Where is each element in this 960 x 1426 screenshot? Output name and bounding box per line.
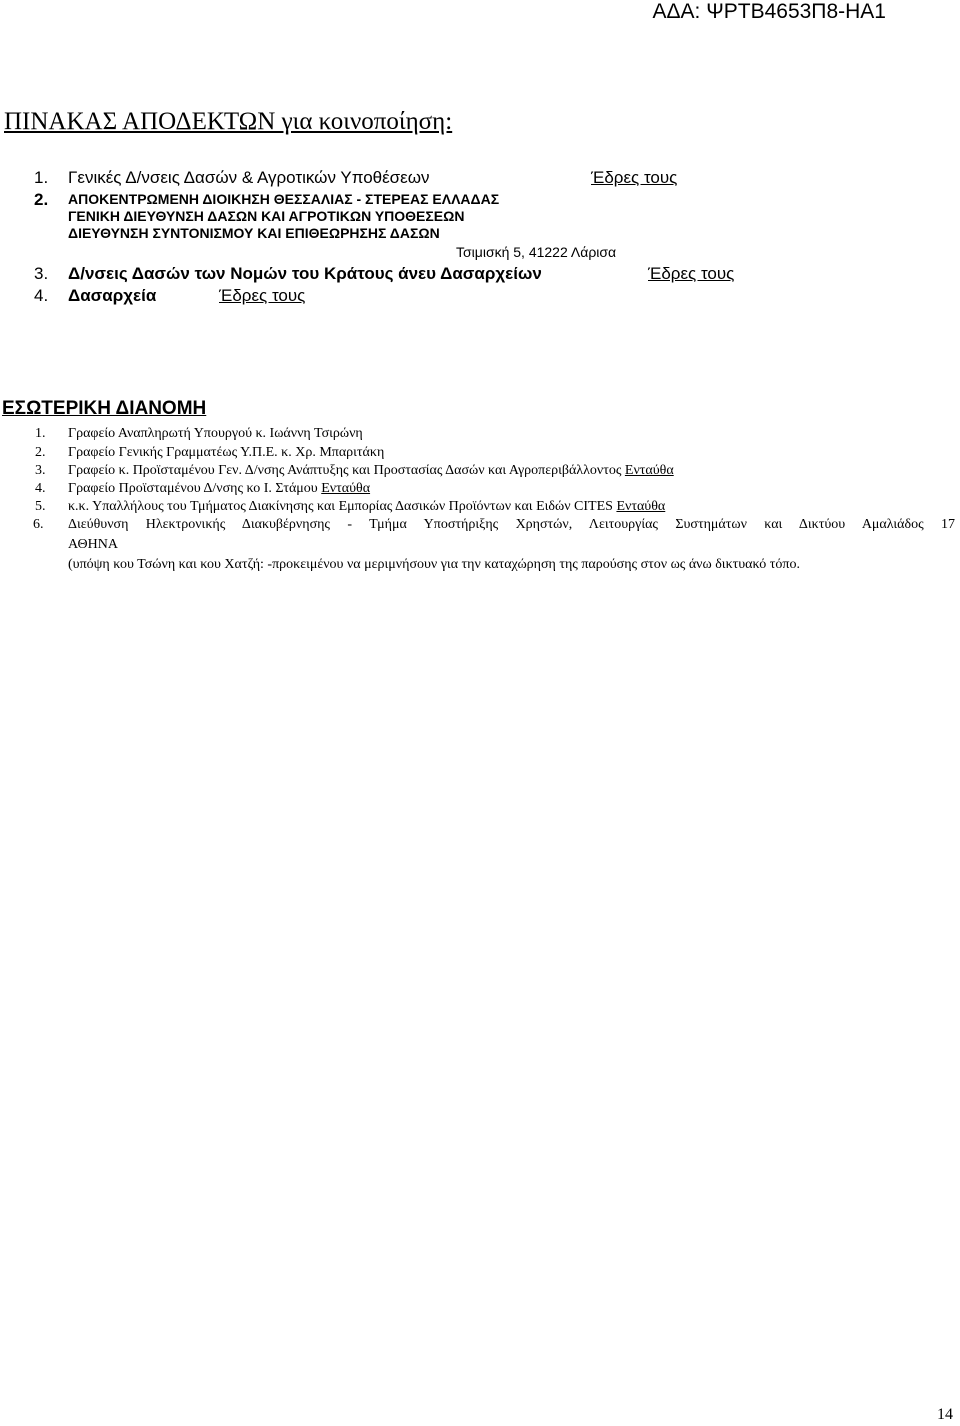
internal-6-number: 6. <box>33 517 44 532</box>
ada-header: ΑΔΑ: ΨΡΤΒ4653Π8-ΗΑ1 <box>652 0 886 23</box>
internal-4-row <box>68 481 370 497</box>
recipient-3-location: Έδρες τους <box>648 264 735 283</box>
internal-4-number: 4. <box>35 481 46 496</box>
recipient-3-text: Δ/νσεις Δασών των Νομών του Κράτους άνευ Δασαρχείων <box>68 264 542 283</box>
recipient-4-location: Έδρες τους <box>219 286 306 305</box>
internal-6-note: (υπόψη κου Τσώνη και κου Χατζή: -προκειμένου να μεριμνήσουν για την καταχώρηση της παρούσης στον ως άνω δικτυακό τόπο. <box>68 557 800 572</box>
internal-1-number: 1. <box>35 426 46 441</box>
internal-4-link[interactable]: Ενταύθα <box>321 481 371 496</box>
internal-5-link[interactable]: Ενταύθα <box>616 499 666 514</box>
page-number: 14 <box>937 1406 953 1423</box>
recipient-1-text: Γενικές Δ/νσεις Δασών & Αγροτικών Υποθέσεων <box>68 168 430 187</box>
internal-4-text: Γραφείο Προϊσταμένου Δ/νσης κο Ι. Στάμου <box>68 481 318 496</box>
internal-6-city: ΑΘΗΝΑ <box>68 537 118 552</box>
recipient-1-location: Έδρες τους <box>591 168 678 187</box>
recipient-1-number: 1. <box>34 168 49 187</box>
recipient-2-line3: ΔΙΕΥΘΥΝΣΗ ΣΥΝΤΟΝΙΣΜΟΥ ΚΑΙ ΕΠΙΘΕΩΡΗΣΗΣ ΔΑΣΩΝ <box>68 225 440 241</box>
internal-3-row <box>68 463 674 479</box>
internal-3-number: 3. <box>35 463 46 478</box>
recipients-title: ΠΙΝΑΚΑΣ ΑΠΟΔΕΚΤΩΝ για κοινοποίηση: <box>4 108 453 135</box>
internal-3-link[interactable]: Ενταύθα <box>624 463 674 478</box>
recipient-4-text: Δασαρχεία <box>68 286 157 305</box>
recipient-2-address: Τσιμισκή 5, 41222 Λάρισα <box>456 244 617 260</box>
internal-5-row <box>68 499 665 515</box>
internal-5-number: 5. <box>35 499 46 514</box>
internal-6-text: Διεύθυνση Ηλεκτρονικής Διακυβέρνησης - Τμήμα Υποστήριξης Χρηστών, Λειτουργίας Συστημάτων και Δικτύου Αμαλιάδος 17 <box>68 517 955 532</box>
internal-2-text: Γραφείο Γενικής Γραμματέως Υ.Π.Ε. κ. Χρ. Μπαριτάκη <box>68 445 385 460</box>
recipient-3-number: 3. <box>34 264 49 283</box>
internal-1-text: Γραφείο Αναπληρωτή Υπουργού κ. Ιωάννη Τσιρώνη <box>68 426 363 441</box>
recipient-2-line2: ΓΕΝΙΚΗ ΔΙΕΥΘΥΝΣΗ ΔΑΣΩΝ ΚΑΙ ΑΓΡΟΤΙΚΩΝ ΥΠΟΘΕΣΕΩΝ <box>68 208 465 224</box>
internal-5-text: κ.κ. Υπαλλήλους του Τμήματος Διακίνησης και Εμπορίας Δασικών Προϊόντων και Ειδών CITES <box>68 499 613 514</box>
internal-6-row <box>33 517 955 533</box>
internal-distribution-title: ΕΣΩΤΕΡΙΚΗ ΔΙΑΝΟΜΗ <box>2 398 207 419</box>
internal-3-text: Γραφείο κ. Προϊσταμένου Γεν. Δ/νσης Ανάπτυξης και Προστασίας Δασών και Αγροπεριβάλλοντος <box>68 463 622 478</box>
recipient-2-line1: ΑΠΟΚΕΝΤΡΩΜΕΝΗ ΔΙΟΙΚΗΣΗ ΘΕΣΣΑΛΙΑΣ - ΣΤΕΡΕΑΣ ΕΛΛΑΔΑΣ <box>68 191 500 207</box>
recipient-2-number: 2. <box>34 190 49 209</box>
internal-2-number: 2. <box>35 445 46 460</box>
recipient-4-number: 4. <box>34 286 49 305</box>
